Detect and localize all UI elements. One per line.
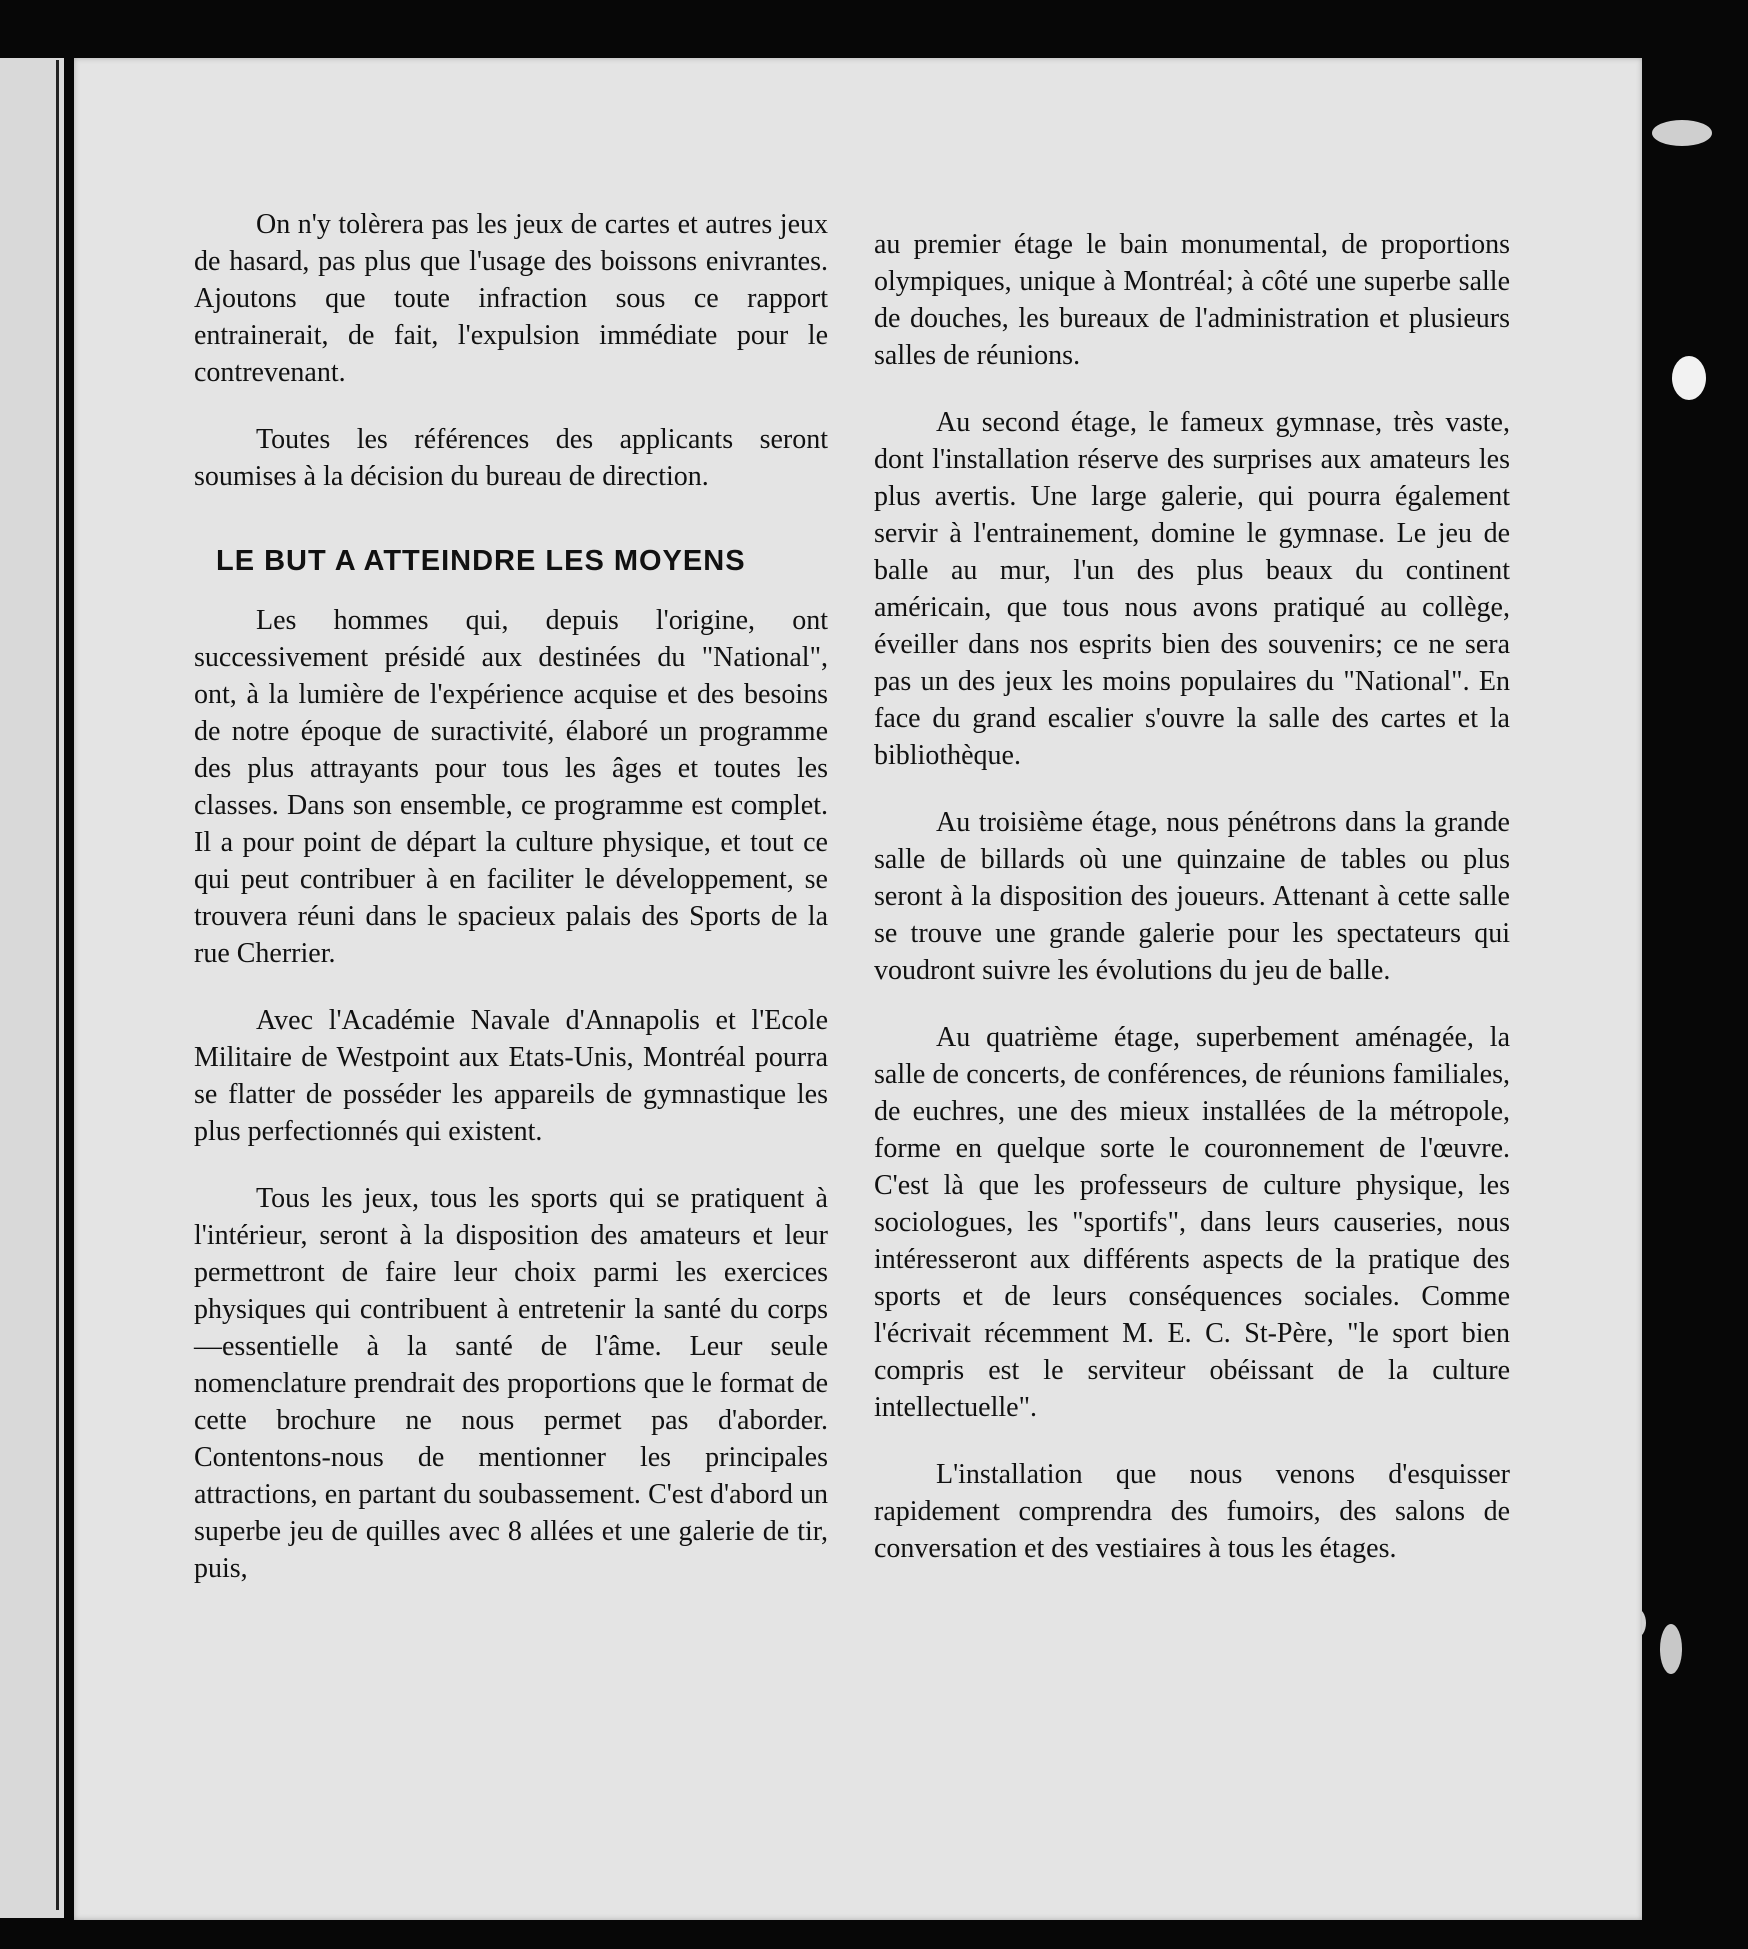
scan-speck (1672, 356, 1706, 400)
paragraph: Avec l'Académie Navale d'Annapolis et l'Ecole Militaire de Westpoint aux Etats-Unis, Montréal pourra se flatter de posséder les appareils de gymnastique les plus perfectionnés qui existent. (194, 1005, 828, 1147)
section-heading: LE BUT A ATTEINDRE LES MOYENS (216, 545, 746, 577)
binding-shadow (56, 60, 59, 1910)
paragraph: Les hommes qui, depuis l'origine, ont successivement présidé aux destinées du "National", ont, à la lumière de l'expérience acquise et des besoins de notre époque de suractivité, élaboré un programme des plus attrayants pour tous les âges et toutes les classes. Dans son ensemble, ce programme est complet. Il a pour point de départ la culture physique, et tout ce qui peut contribuer à en faciliter le développement, se trouvera réuni dans le spacieux palais des Sports de la rue Cherrier. (194, 605, 828, 969)
paragraph: Tous les jeux, tous les sports qui se pratiquent à l'intérieur, seront à la disposition des amateurs et leur permettront de faire leur choix parmi les exercices physiques qui contribuent à entretenir la santé du corps—essentielle à la santé de l'âme. Leur seule nomenclature prendrait des proportions que le format de cette brochure ne nous permet pas d'aborder. Contentons-nous de mentionner les principales attractions, en partant du soubassement. C'est d'abord un superbe jeu de quilles avec 8 allées et une galerie de tir, puis, (194, 1183, 828, 1584)
paragraph: Au troisième étage, nous pénétrons dans la grande salle de billards où une quinzaine de tables ou plus seront à la disposition des joueurs. Attenant à cette salle se trouve une grande galerie pour les spectateurs qui voudront suivre les évolutions du jeu de balle. (874, 807, 1510, 986)
left-column (194, 206, 828, 1617)
paragraph: Au quatrième étage, superbement aménagée, la salle de concerts, de conférences, de réunions familiales, de euchres, une des mieux installées de la métropole, forme en quelque sorte le couronnement de l'œuvre. C'est là que les professeurs de culture physique, les sociologues, les "sportifs", dans leurs causeries, nous intéresseront aux différents aspects de la pratique des sports et de leurs conséquences sociales. Comme l'écrivait récemment M. E. C. St-Père, "le sport bien compris est le serviteur obéissant de la culture intellectuelle". (874, 1022, 1510, 1423)
paragraph: Au second étage, le fameux gymnase, très vaste, dont l'installation réserve des surprises aux amateurs les plus avertis. Une large galerie, qui pourra également servir à l'entrainement, domine le gymnase. Le jeu de balle au mur, l'un des plus beaux du continent américain, que tous nous avons pratiqué au collège, éveiller dans nos esprits bien des souvenirs; ce ne sera pas un des jeux les moins populaires du "National". En face du grand escalier s'ouvre la salle des cartes et la bibliothèque. (874, 407, 1510, 771)
scan-speck (1660, 1624, 1682, 1674)
document-page (74, 58, 1642, 1920)
scan-speck (1652, 120, 1712, 146)
right-column (874, 226, 1510, 1597)
facing-page-edge (0, 58, 64, 1918)
paragraph: au premier étage le bain monumental, de proportions olympiques, unique à Montréal; à côté une superbe salle de douches, les bureaux de l'administration et plusieurs salles de réunions. (874, 229, 1510, 371)
paragraph: L'installation que nous venons d'esquisser rapidement comprendra des fumoirs, des salons de conversation et des vestiaires à tous les étages. (874, 1459, 1510, 1564)
paragraph: Toutes les références des applicants seront soumises à la décision du bureau de direction. (194, 424, 828, 492)
paragraph: On n'y tolèrera pas les jeux de cartes et autres jeux de hasard, pas plus que l'usage des boissons enivrantes. Ajoutons que toute infraction sous ce rapport entrainerait, de fait, l'expulsion immédiate pour le contrevenant. (194, 209, 828, 388)
